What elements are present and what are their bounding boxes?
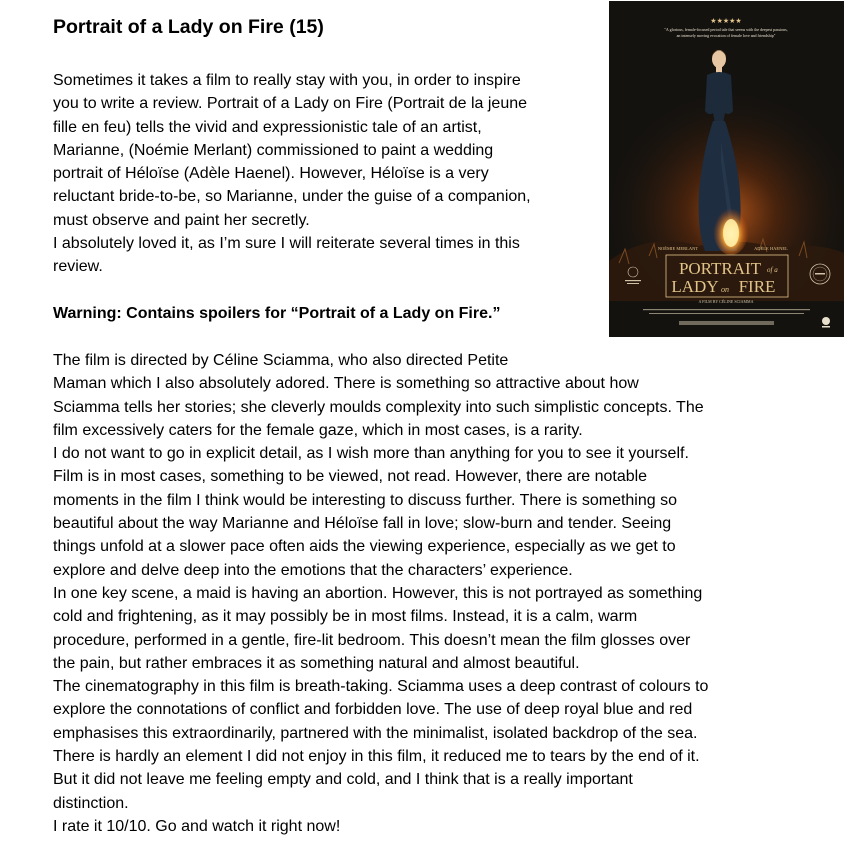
body-text-line: The film is directed by Céline Sciamma, who also directed Petite [53,352,509,369]
intro-text-line: portrait of Héloïse (Adèle Haenel). However, Héloïse is a very [53,165,489,183]
body-text-line: Film is in most cases, something to be viewed, not read. However, there are notable [53,468,648,486]
body-text-line: explore the connotations of conflict and forbidden love. The use of deep royal blue and red [53,701,693,719]
svg-text:on: on [721,285,729,294]
intro-text-line: review. [53,258,103,276]
body-text-line: the pain, but rather embraces it as something natural and almost beautiful. [53,654,580,672]
intro-text-line: reluctant bride-to-be, so Marianne, under the guise of a companion, [53,188,531,206]
svg-text:FIRE: FIRE [738,277,776,296]
award-badge-icon [810,264,830,284]
review-body [53,349,708,838]
intro-text-line: Marianne, (Noémie Merlant) commissioned to paint a wedding [53,141,494,159]
body-text-line: Maman which I also absolutely adored. There is something so attractive about how [53,375,639,393]
body-text-line: procedure, performed in a gentle, fire-lit bedroom. This doesn’t mean the film glosses over [53,631,691,649]
body-text-line: distinction. [53,794,129,812]
body-text-line: things unfold at a slower pace often aids the viewing experience, especially as we get to [53,538,676,556]
body-text-line: The cinematography in this film is breath-taking. Sciamma uses a deep contrast of colours to [53,678,709,696]
intro-text-line: must observe and paint her secretly. [53,211,310,229]
poster-actor-left: NOÉMIE MERLANT [657,246,699,251]
svg-text:LADY: LADY [671,277,719,296]
intro-text-line: fille en feu) tells the vivid and expressionistic tale of an artist, [53,118,482,136]
svg-text:of a: of a [767,266,778,274]
intro-paragraph [53,69,531,279]
intro-text-line: you to write a review. Portrait of a Lady on Fire (Portrait de la jeune [53,95,528,113]
intro-text-line: Sometimes it takes a film to really stay with you, in order to inspire [53,72,521,89]
poster-stars: ★★★★★ [710,17,742,25]
body-text-line: There is hardly an element I did not enjoy in this film, it reduced me to tears by the end of it. [53,748,700,766]
body-text-line: cold and frightening, as it may possibly be in most films. Instead, it is a calm, warm [53,608,638,626]
fire-icon [713,203,749,255]
svg-text:PORTRAIT: PORTRAIT [678,259,762,278]
poster-quote-line-1: "A glorious, female-focused period tale that seems with the deepest passions, [664,27,788,32]
body-text-line: Sciamma tells her stories; she cleverly moulds complexity into such simplistic concepts. The [53,398,704,416]
body-text-line: I do not want to go in explicit detail, as I wish more than anything for you to see it yourself. [53,445,689,463]
body-text-line: explore and delve deep into the emotions that the characters’ experience. [53,561,573,579]
poster-director-credit: A FILM BY CÉLINE SCIAMMA [698,299,754,304]
poster-quote-line-2: an intensely moving evocation of female love and friendship" [676,33,776,38]
body-text-line: I rate it 10/10. Go and watch it right now! [53,817,341,835]
poster-actor-right: ADÈLE HAENEL [754,246,788,251]
body-text-line: film excessively caters for the female gaze, which in most cases, is a rarity. [53,421,583,439]
intro-text-line: I absolutely loved it, as I’m sure I will reiterate several times in this [53,235,520,253]
body-text-line: But it did not leave me feeling empty and cold, and I think that is a really important [53,771,633,789]
body-text-line: moments in the film I think would be interesting to discuss further. There is something so [53,491,677,509]
body-text-line: emphasises this extraordinarily, partnered with the minimalist, isolated backdrop of the sea. [53,724,698,742]
movie-poster [609,1,844,337]
body-text-line: In one key scene, a maid is having an abortion. However, this is not portrayed as something [53,584,703,602]
body-text-line: beautiful about the way Marianne and Héloïse fall in love; slow-burn and tender. Seeing [53,515,672,533]
spoiler-warning: Warning: Contains spoilers for “Portrait of a Lady on Fire.” [53,305,501,322]
article-title: Portrait of a Lady on Fire (15) [53,16,324,38]
